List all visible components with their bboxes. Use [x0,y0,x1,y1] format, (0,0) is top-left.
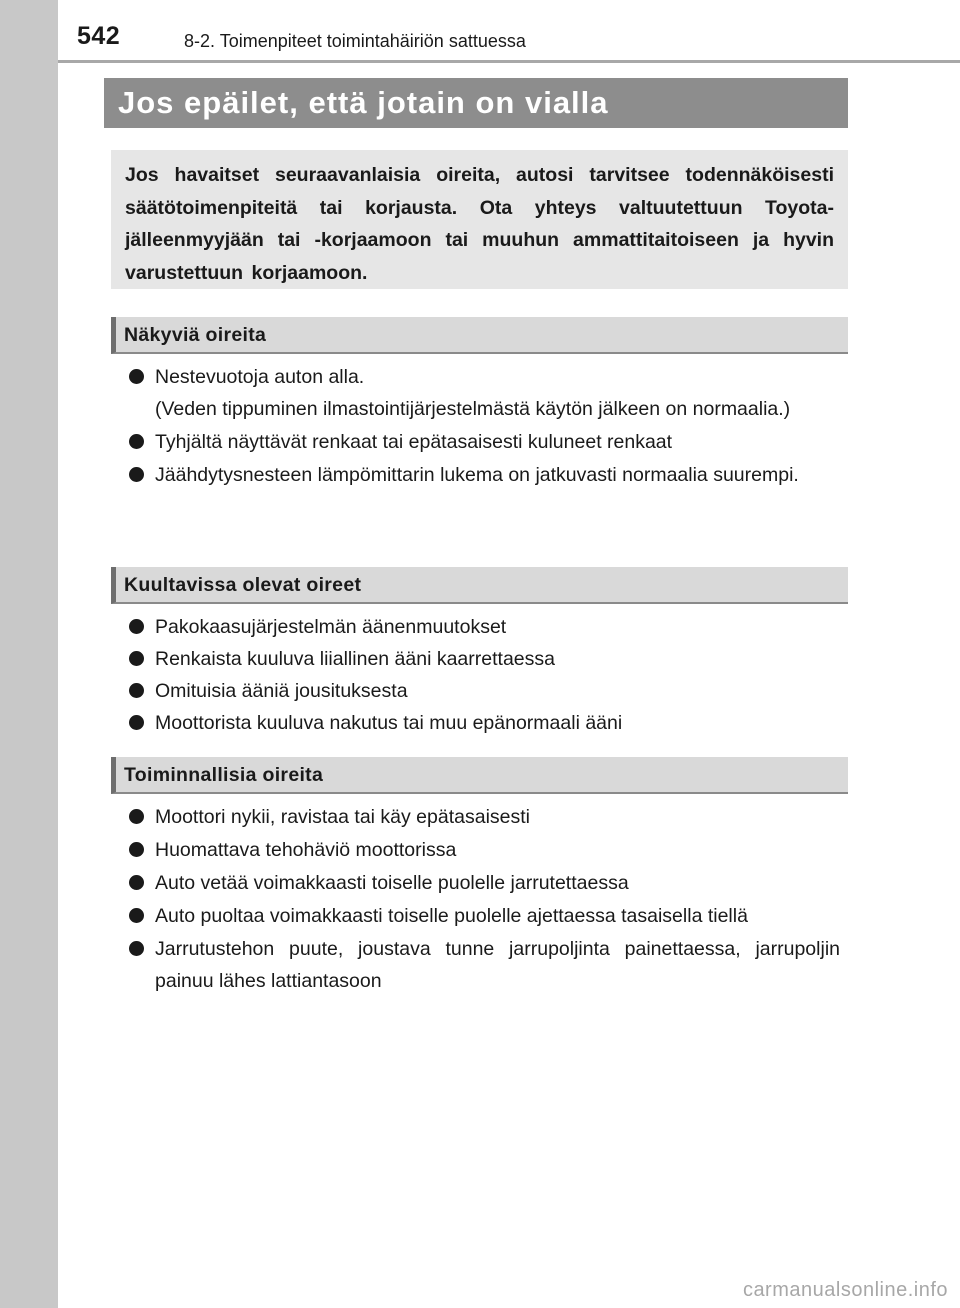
list-item [128,426,840,458]
list-item-text: Jarrutustehon puute, joustava tunne jarrupoljinta painettaessa, jarrupoljin painuu lähes lattiantasoon [155,938,840,992]
intro-box [111,150,848,289]
list-item-text: Jäähdytysnesteen lämpömittarin lukema on jatkuvasti normaalia suurempi. [155,464,799,486]
subheading-label: Näkyviä oireita [124,324,267,346]
audible-symptoms-list [128,611,840,739]
list-item-text: Auto vetää voimakkaasti toiselle puolelle jarrutettaessa [155,872,629,894]
list-item [128,459,840,491]
section-header: 8-2. Toimenpiteet toimintahäiriön sattuessa [184,31,526,51]
title-bar [104,78,848,128]
bullet-icon [129,369,144,384]
list-item [128,611,840,643]
bullet-icon [129,715,144,730]
page-number: 542 [77,22,121,50]
list-item [128,900,840,932]
subheading-label: Toiminnallisia oireita [124,764,324,786]
bullet-icon [129,434,144,449]
list-item [128,675,840,707]
bullet-icon [129,875,144,890]
list-item [128,933,840,997]
list-item [128,801,840,833]
list-item-text: Renkaista kuuluva liiallinen ääni kaarrettaessa [155,648,555,670]
list-item-text: Huomattava tehohäviö moottorissa [155,839,457,861]
list-item-text: Tyhjältä näyttävät renkaat tai epätasaisesti kuluneet renkaat [155,431,673,453]
page-title: Jos epäilet, että jotain on vialla [118,85,609,120]
watermark: carmanualsonline.info [742,1279,948,1301]
bullet-icon [129,908,144,923]
list-item [128,707,840,739]
subheading-functional-symptoms [111,757,848,794]
bullet-icon [129,683,144,698]
list-item [128,643,840,675]
list-item [128,867,840,899]
list-item-text: Moottorista kuuluva nakutus tai muu epänormaali ääni [155,712,623,734]
bullet-icon [129,842,144,857]
list-item-text: Omituisia ääniä jousituksesta [155,680,408,702]
bullet-icon [129,809,144,824]
header-divider [58,60,960,63]
bullet-icon [129,467,144,482]
bullet-icon [129,941,144,956]
functional-symptoms-list [128,801,840,997]
subheading-label: Kuultavissa olevat oireet [124,574,362,596]
list-item [128,361,840,425]
visible-symptoms-list [128,361,840,491]
bullet-icon [129,651,144,666]
list-item-text: Moottori nykii, ravistaa tai käy epätasaisesti [155,806,530,828]
bullet-icon [129,619,144,634]
list-item-text: Pakokaasujärjestelmän äänenmuutokset [155,616,507,638]
side-tab-strip [0,0,58,1308]
subheading-audible-symptoms [111,567,848,604]
list-item-text: Nestevuotoja auton alla. (Veden tippuminen ilmastointijärjestelmästä käytön jälkeen on normaalia.) [155,366,791,420]
subheading-visible-symptoms [111,317,848,354]
list-item [128,834,840,866]
intro-text: Jos havaitset seuraavanlaisia oireita, autosi tarvitsee todennäköisesti säätötoimenpiteitä tai korjausta. Ota yhteys valtuutettuun Toyota-jälleenmyyjään tai -korjaamoon tai muuhun ammattitaitoiseen ja hyvin varustettuun korjaamoon. [125,164,834,284]
list-item-text: Auto puoltaa voimakkaasti toiselle puolelle ajettaessa tasaisella tiellä [155,905,748,927]
